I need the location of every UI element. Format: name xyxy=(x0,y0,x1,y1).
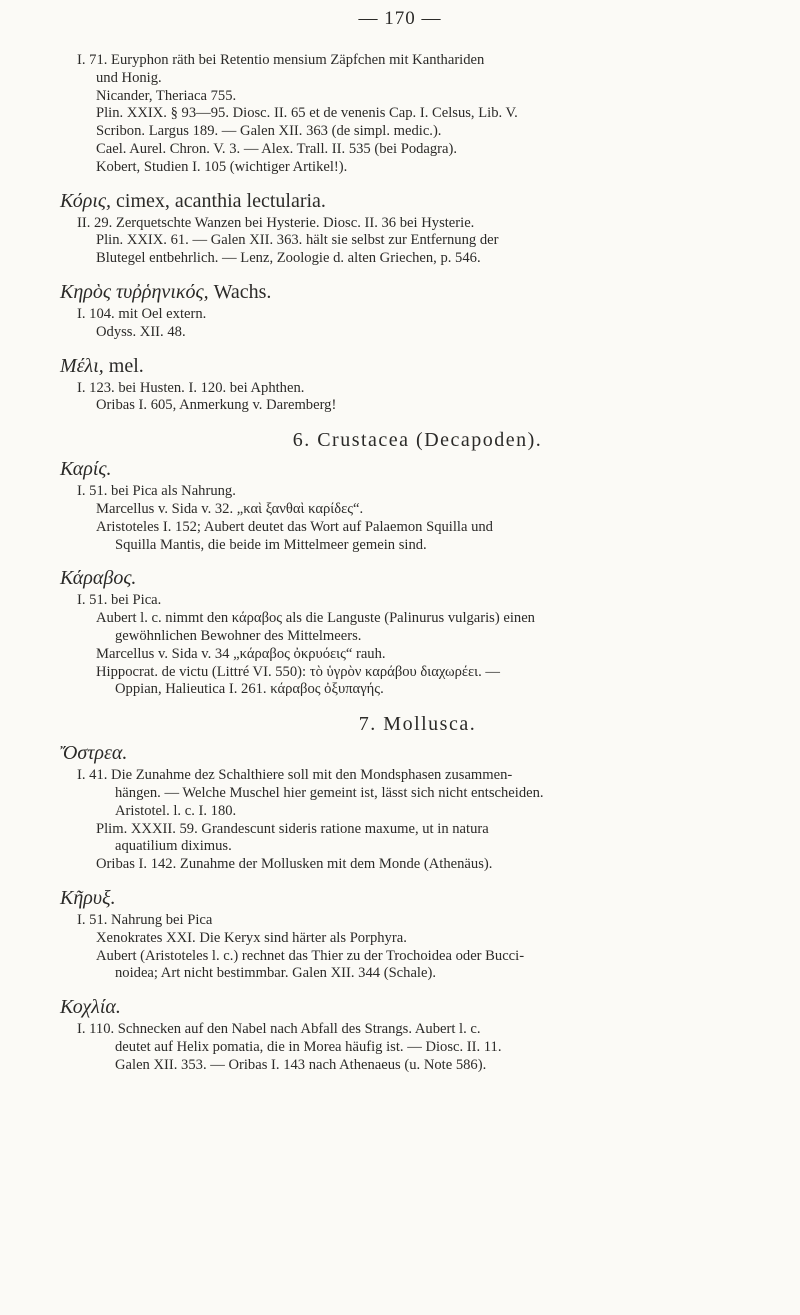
entry-keros xyxy=(60,278,775,342)
entry-headword xyxy=(60,352,775,380)
text-line: Xenokrates XXI. Die Keryx sind härter als Porphyra. xyxy=(96,929,407,946)
text-line: Plin. XXIX. 61. — Galen XII. 363. hält sie selbst zur Entfernung der xyxy=(96,232,499,249)
text-line: Nicander, Theriaca 755. xyxy=(96,87,237,104)
entry-karis xyxy=(60,455,775,554)
text-line: Galen XII. 353. — Oribas I. 143 nach Athenaeus (u. Note 586). xyxy=(115,1056,487,1073)
text-line: Oribas I. 142. Zunahme der Mollusken mit dem Monde (Athenäus). xyxy=(96,856,493,873)
section-heading-mollusca: 7. Mollusca. xyxy=(358,713,477,736)
text-line: aquatilium diximus. xyxy=(115,838,232,855)
entry-headword: Καρίς. xyxy=(60,458,112,481)
text-line: II. 29. Zerquetschte Wanzen bei Hysterie. Diosc. II. 36 bei Hysterie. xyxy=(77,214,475,231)
page-number: — 170 — xyxy=(358,8,442,29)
text-line: Oppian, Halieutica I. 261. κάραβος ὀξυπαγής. xyxy=(115,681,384,698)
entry-meli xyxy=(60,352,775,416)
text-line: Scribon. Largus 189. — Galen XII. 363 (de simpl. medic.). xyxy=(96,123,442,140)
headword-gloss: cimex, acanthia lectularia. xyxy=(116,189,326,212)
text-line: I. 51. bei Pica als Nahrung. xyxy=(77,483,236,500)
text-line: Aubert l. c. nimmt den κάραβος als die Languste (Palinurus vulgaris) einen xyxy=(96,610,535,627)
text-line: deutet auf Helix pomatia, die in Morea häufig ist. — Diosc. II. 11. xyxy=(115,1038,502,1055)
entry-karabos xyxy=(60,564,775,699)
text-line: Aristoteles I. 152; Aubert deutet das Wort auf Palaemon Squilla und xyxy=(96,518,493,535)
headword-greek: Κόρις, xyxy=(60,189,112,212)
text-line: I. 51. bei Pica. xyxy=(77,592,162,609)
entry-headword: Κάραβος. xyxy=(60,567,137,590)
text-line: noidea; Art nicht bestimmbar. Galen XII. 344 (Schale). xyxy=(115,965,436,982)
entry-keryx xyxy=(60,884,775,983)
text-line: Oribas I. 605, Anmerkung v. Daremberg! xyxy=(96,397,337,414)
headword-gloss: Wachs. xyxy=(213,280,272,303)
text-line: hängen. — Welche Muschel hier gemeint ist, lässt sich nicht entscheiden. xyxy=(115,784,544,801)
text-line: I. 123. bei Husten. I. 120. bei Aphthen. xyxy=(77,379,305,396)
text-line: Hippocrat. de victu (Littré VI. 550): τὸ ὑγρὸν καράβου διαχωρέει. — xyxy=(96,663,500,680)
text-line: Kobert, Studien I. 105 (wichtiger Artikel!). xyxy=(96,158,348,175)
entry-headword xyxy=(60,278,775,306)
text-line: Odyss. XII. 48. xyxy=(96,323,186,340)
entry-ostrea xyxy=(60,739,775,874)
entry-headword: Κῆρυξ. xyxy=(60,886,116,909)
entry-headword xyxy=(60,187,775,215)
text-line: I. 71. Euryphon räth bei Retentio mensium Zäpfchen mit Kanthariden xyxy=(77,52,485,68)
text-line: gewöhnlichen Bewohner des Mittelmeers. xyxy=(115,627,362,644)
text-line: Marcellus v. Sida v. 34 „κάραβος ὀκρυόεις“ rauh. xyxy=(96,645,386,662)
section-heading-crustacea: 6. Crustacea (Decapoden). xyxy=(292,429,543,452)
intro-entry xyxy=(77,52,775,177)
text-line: Cael. Aurel. Chron. V. 3. — Alex. Trall. II. 535 (bei Podagra). xyxy=(96,140,458,157)
headword-greek: Κηρὸς τυῤῥηνικός, xyxy=(60,280,209,303)
text-line: Aubert (Aristoteles l. c.) rechnet das Thier zu der Trochoidea oder Bucci- xyxy=(96,947,525,964)
text-line: Plin. XXIX. § 93—95. Diosc. II. 65 et de venenis Cap. I. Celsus, Lib. V. xyxy=(96,105,518,122)
text-line: I. 41. Die Zunahme dez Schalthiere soll mit den Mondsphasen zusammen- xyxy=(77,767,513,784)
text-line: und Honig. xyxy=(96,69,162,86)
entry-koris xyxy=(60,187,775,268)
text-line: I. 110. Schnecken auf den Nabel nach Abfall des Strangs. Aubert l. c. xyxy=(77,1021,481,1038)
text-line: Squilla Mantis, die beide im Mittelmeer gemein sind. xyxy=(115,536,427,553)
text-line: Aristotel. l. c. I. 180. xyxy=(115,802,237,819)
headword-gloss: mel. xyxy=(108,354,144,377)
text-line: I. 51. Nahrung bei Pica xyxy=(77,911,213,928)
text-line: I. 104. mit Oel extern. xyxy=(77,305,207,322)
page-content xyxy=(60,52,775,1084)
entry-kochlia xyxy=(60,993,775,1074)
text-line: Blutegel entbehrlich. — Lenz, Zoologie d. alten Griechen, p. 546. xyxy=(96,250,481,267)
text-line: Plim. XXXII. 59. Grandescunt sideris ratione maxume, ut in natura xyxy=(96,820,489,837)
entry-headword: Κοχλία. xyxy=(60,996,121,1019)
entry-headword: Ὄστρεα. xyxy=(60,742,128,765)
text-line: Marcellus v. Sida v. 32. „καὶ ξανθαὶ καρίδες“. xyxy=(96,500,364,517)
headword-greek: Μέλι, xyxy=(60,354,104,377)
